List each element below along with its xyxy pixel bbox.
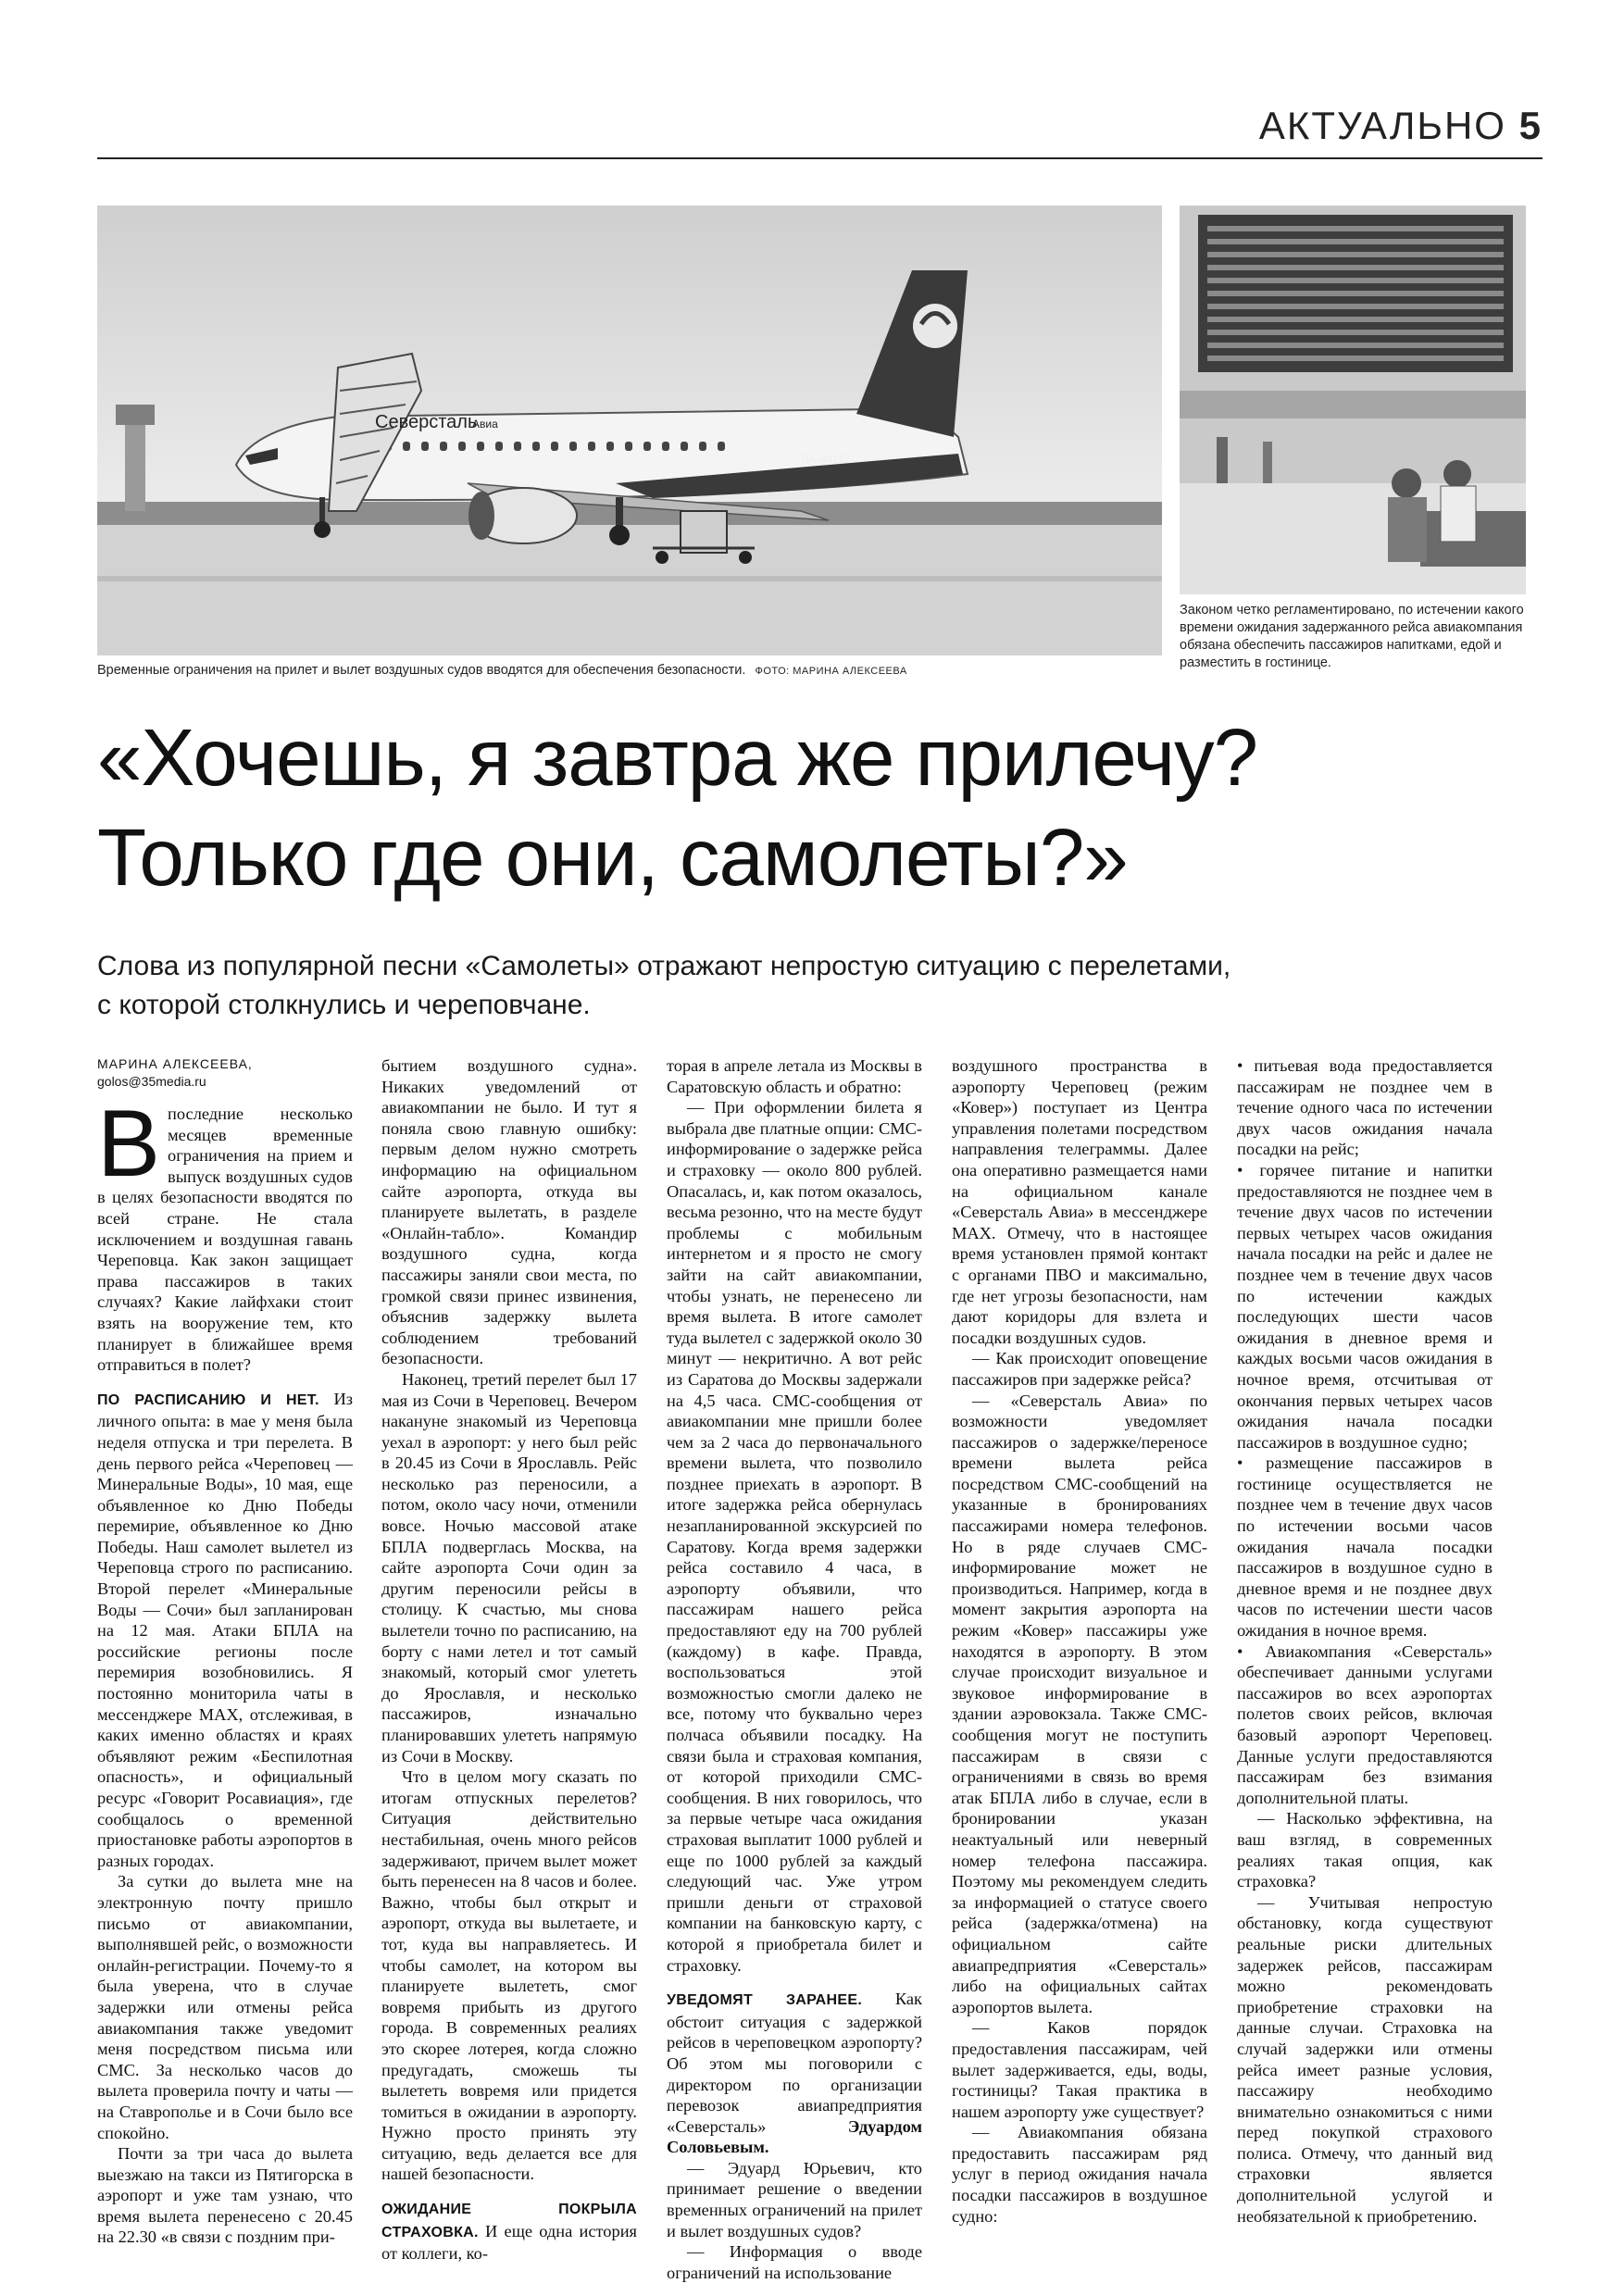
answer: — Авиакомпания обязана предоставить пассажирам ряд услуг в период ожидания начала посадки пассажиров в воздушное судно: — [952, 2123, 1207, 2226]
answer: — Учитывая непростую обстановку, когда существуют реальные риски длительных задержек рейсов, пассажирам можно рекомендовать приобретение страховки на данные случаи. Страховка на случай задержки или отмены рейса имеет разные условия, пассажиру необходимо внимательно ознакомиться с ними перед покупкой страхового полиса. Отмечу, что данный вид страховки является дополнительной услугой и необязательной к приобретению. — [1237, 1892, 1493, 2226]
paragraph: Наконец, третий перелет был 17 мая из Сочи в Череповец. Вечером накануне знакомый из Череповца уехал в аэропорт: у него был рейс в 20.45 из Сочи в Ярославль. Рейс несколько раз переносили, а потом, около часу ночи, отменили вовсе. Ночью массовой атаке БПЛА подверглась Москва, на сайте аэропорта Сочи один за другим переносили рейсы в столицу. К счастью, мы снова вылетели точно по расписанию, на борту с нами летел и тот самый знакомый, который смог улететь до Ярославля, и несколько пассажиров, изначально планировавших улететь напрямую из Сочи в Москву. — [381, 1369, 637, 1766]
subheading: ПО РАСПИСАНИЮ И НЕТ. — [97, 1391, 319, 1408]
author-name: МАРИНА АЛЕКСЕЕВА, — [97, 1056, 253, 1071]
airplane-photo — [97, 206, 1162, 655]
column-2 — [381, 1055, 637, 2265]
airplane-illustration — [97, 206, 1162, 655]
section-rubric — [1259, 104, 1543, 148]
bullet-item: • питьевая вода предоставляется пассажирам не позднее чем в течение одного часа по истечении двух часов ожидания начала посадки на рейс; — [1237, 1056, 1493, 1159]
bullet-item: • Авиакомпания «Северсталь» обеспечивает данными услугами пассажиров во всех аэропортах полетов своих рейсов, включая базовый аэропорт Череповец. Данные услуги предоставляются пассажирам без взимания дополнительной платы. — [1237, 1641, 1493, 1807]
question: — Насколько эффективна, на ваш взгляд, в современных реалиях такая опция, как страховка? — [1237, 1809, 1493, 1891]
question: — Как происходит оповещение пассажиров при задержке рейса? — [952, 1349, 1207, 1389]
interviewee-name: Эдуардом Соловьевым. — [667, 2116, 922, 2157]
question: — Эдуард Юрьевич, кто принимает решение о введении временных ограничений на прилет и вылет воздушных судов? — [667, 2158, 922, 2240]
paragraph: Что в целом могу сказать по итогам отпускных перелетов? Ситуация действительно нестабильная, очень много рейсов задерживают, причем вылет может быть перенесен на 8 часов и более. Важно, чтобы был открыт и аэропорт, откуда вы вылетаете, и тот, куда вы направляетесь. И чтобы самолет, на котором вы планируете вылететь, смог вовремя прибыть из другого города. В современных реалиях это скорее лотерея, когда сложно предугадать, сможешь ты вылететь вовремя или придется томиться в ожидании в аэропорту. Нужно просто принять эту ситуацию, ведь делается все для нашей безопасности. — [381, 1767, 637, 2184]
answer: — «Северсталь Авиа» по возможности уведомляет пассажиров о задержке/переносе времени вылета рейса посредством СМС-сообщений на указанные в бронированиях пассажирами номера телефонов. Но в ряде случаев СМС-информирование может не производиться. Например, когда в момент закрытия аэропорта на режим «Ковер» пассажиры уже находятся в аэропорту. В этом случае происходит визуальное и звуковое информирование в здании аэровокзала. Также СМС-сообщения могут не поступить пассажирам в связи с ограничениями в связь во время атак БПЛА либо в случае, если в бронировании указан неактуальный или неверный номер телефона пассажира. Поэтому мы рекомендуем следить за информацией о статусе своего рейса (задержка/отмена) на официальном сайте авиапредприятия «Северсталь» либо на официальных сайтах аэропортов вылета. — [952, 1391, 1207, 2016]
headline-line-1: «Хочешь, я завтра же прилечу? — [97, 713, 1258, 803]
lead — [97, 947, 1412, 1025]
bullet-item: • горячее питание и напитки предоставляются не позднее чем в течение двух часов по истечении первых четырех часов ожидания начала посадки на рейс и далее не позднее чем в течение двух часов по истечении каждых последующих шести часов ожидания в дневное время и каждых восьми часов ожидания в ночное время, отсчитывая от окончания первых четырех часов ожидания начала посадки пассажиров в воздушное судно; — [1237, 1160, 1493, 1452]
plane-livery-suffix: Авиа — [472, 418, 498, 430]
column-5 — [1237, 1055, 1493, 2227]
section-title: АКТУАЛЬНО — [1258, 104, 1506, 147]
paragraph-text: Как обстоит ситуация с задержкой рейсов в череповецком аэропорту? Об этом мы поговорили с директором по организации перевозок авиапредприятия «Северсталь» — [667, 1990, 922, 2136]
answer: — Информация о вводе ограничений на использование — [667, 2242, 922, 2282]
page-number: 5 — [1518, 104, 1543, 147]
byline — [97, 1055, 353, 1091]
intro-text: последние несколько месяцев временные ограничения на прием и выпуск воздушных судов в целях безопасности вводятся по всей стране. Не стала исключением и воздушная гавань Череповца. Как закон защищает права пассажиров в таких случаях? Какие лайфхаки стоит взять на вооружение тем, кто планирует в ближайшее время отправиться в полет? — [97, 1104, 353, 1375]
paragraph — [97, 1389, 353, 1872]
dropcap: В — [97, 1091, 161, 1196]
main-caption-text: Временные ограничения на прилет и вылет воздушных судов вводятся для обеспечения безопасности. — [97, 663, 746, 678]
main-photo-caption — [97, 663, 1162, 678]
column-3 — [667, 1055, 922, 2283]
paragraph-text: И еще одна история от коллеги, ко- — [381, 2221, 637, 2264]
paragraph — [381, 2198, 637, 2265]
subheading: УВЕДОМЯТ ЗАРАНЕЕ. — [667, 1992, 863, 2009]
lead-line-2: с которой столкнулись и череповчане. — [97, 990, 591, 1020]
side-photo-caption: Законом четко регламентировано, по истечении какого времени ожидания задержанного рейса авиакомпания обязана обеспечить пассажиров напитками, едой и разместить в гостинице. — [1180, 603, 1524, 670]
terminal-photo — [1180, 206, 1526, 594]
plane-livery-label: Северсталь — [375, 412, 478, 432]
headline — [97, 708, 1440, 908]
author-email: golos@35media.ru — [97, 1074, 206, 1089]
paragraph: бытием воздушного судна». Никаких уведомлений от авиакомпании не было. И тут я поняла свою главную ошибку: первым делом нужно смотреть информацию на официальном сайте аэропорта, откуда вы планируете вылетать, в разделе «Онлайн-табло». Командир воздушного судна, когда пассажиры заняли свои места, по громкой связи принес извинения, объяснив задержку вылета соблюдением требований безопасности. — [381, 1056, 637, 1368]
terminal-illustration — [1180, 206, 1526, 594]
photo-credit: ФОТО: МАРИНА АЛЕКСЕЕВА — [755, 666, 907, 677]
lead-line-1: Слова из популярной песни «Самолеты» отражают непростую ситуацию с перелетами, — [97, 951, 1231, 981]
paragraph: — При оформлении билета я выбрала две платные опции: СМС-информирование о задержке рейса и страховку — около 800 рублей. Опасалась, и, как потом оказалось, весьма резонно, что на месте будут проблемы с мобильным интернетом и я просто не смогу зайти на сайт авиакомпании, чтобы узнать, не перенесено ли время вылета. В итоге самолет туда вылетел с задержкой около 30 минут — некритично. А вот рейс из Саратова до Москвы задержали на 4,5 часа. СМС-сообщения от авиакомпании мне пришли более чем за 2 часа до первоначального времени вылета, что позволило позднее приехать в аэропорт. В итоге задержка рейса обернулась незапланированной экскурсией по Саратову. Когда время задержки рейса составило 4 часа, в аэропорту объявили, что пассажирам нашего рейса предоставляют еду на 700 рублей (каждому) в кафе. Правда, воспользоваться этой возможностью смогли далеко не все, потому что буквально через полчаса объявили посадку. На связи была и страховая компания, от которой приходили СМС-сообщения. В них говорилось, что за первые четыре часа ожидания страховая выплатит 1000 рублей и еще по 1000 рублей за каждый следующий час. Уже утром пришли деньги от страховой компании на банковскую карту, с которой я приобретала билет и страховку. — [667, 1098, 922, 1975]
column-1 — [97, 1055, 353, 2248]
headline-line-2: Только где они, самолеты?» — [97, 813, 1128, 903]
question: — Каков порядок предоставления пассажирам, чей вылет задерживается, еды, воды, гостиницы? Такая практика в нашем аэропорту уже существует? — [952, 2018, 1207, 2121]
paragraph-text: Из личного опыта: в мае у меня была неделя отпуска и три перелета. В день первого рейса «Череповец — Минеральные Воды», 10 мая, еще объявленное ко Дню Победы перемирие, объявленное ко Дню Победы. Наш самолет вылетел из Череповца строго по расписанию. Второй перелет «Минеральные Воды — Сочи» был запланирован на 12 мая. Атаки БПЛА на российские регионы после перемирия возобновились. Я постоянно мониторила чаты в мессенджере MAX, отслеживая, в каких именно областях и краях объявляют режим «Беспилотная опасность», и официальный ресурс «Говорит Росавиация», где сообщалось о временной приостановке работы аэропортов в разных городах. — [97, 1389, 353, 1870]
bullet-item: • размещение пассажиров в гостинице осуществляется не позднее чем в течение двух часов по истечении восьми часов ожидания начала посадки пассажиров в воздушное судно в дневное время и не позднее двух часов по истечении шести часов ожидания в ночное время. — [1237, 1454, 1493, 1641]
column-4 — [952, 1055, 1207, 2227]
paragraph: торая в апреле летала из Москвы в Саратовскую область и обратно: — [667, 1056, 922, 1096]
paragraph: За сутки до вылета мне на электронную почту пришло письмо от авиакомпании, выполнявшей рейс, о возможности онлайн-регистрации. Почему-то я была уверена, что в случае задержки или отмены рейса авиакомпания также уведомит меня посредством письма или СМС. За несколько часов до вылета проверила почту и чаты — на Ставрополье и в Сочи было все спокойно. — [97, 1872, 353, 2142]
paragraph: Почти за три часа до вылета выезжаю на такси из Пятигорска в аэропорт и уже там узнаю, что время вылета перенесено с 20.45 на 22.30 «в связи с поздним при- — [97, 2144, 353, 2247]
header-rule — [97, 157, 1543, 159]
plane-registration: RA-89117 — [801, 453, 851, 466]
intro-paragraph — [97, 1091, 353, 1376]
paragraph: воздушного пространства в аэропорту Череповец (режим «Ковер») поступает из Центра управления полетами посредством направления телеграммы. Далее она оперативно размещается нами на официальном канале «Северсталь Авиа» в мессенджере MAX. Отмечу, что в настоящее время установлен прямой контакт с органами ПВО и максимально, где нет угрозы безопасности, нам дают коридоры для взлета и посадки воздушных судов. — [952, 1056, 1207, 1347]
subheading: ОЖИДАНИЕ ПОКРЫЛА СТРАХОВКА. — [381, 2202, 637, 2240]
paragraph — [667, 1989, 922, 2158]
